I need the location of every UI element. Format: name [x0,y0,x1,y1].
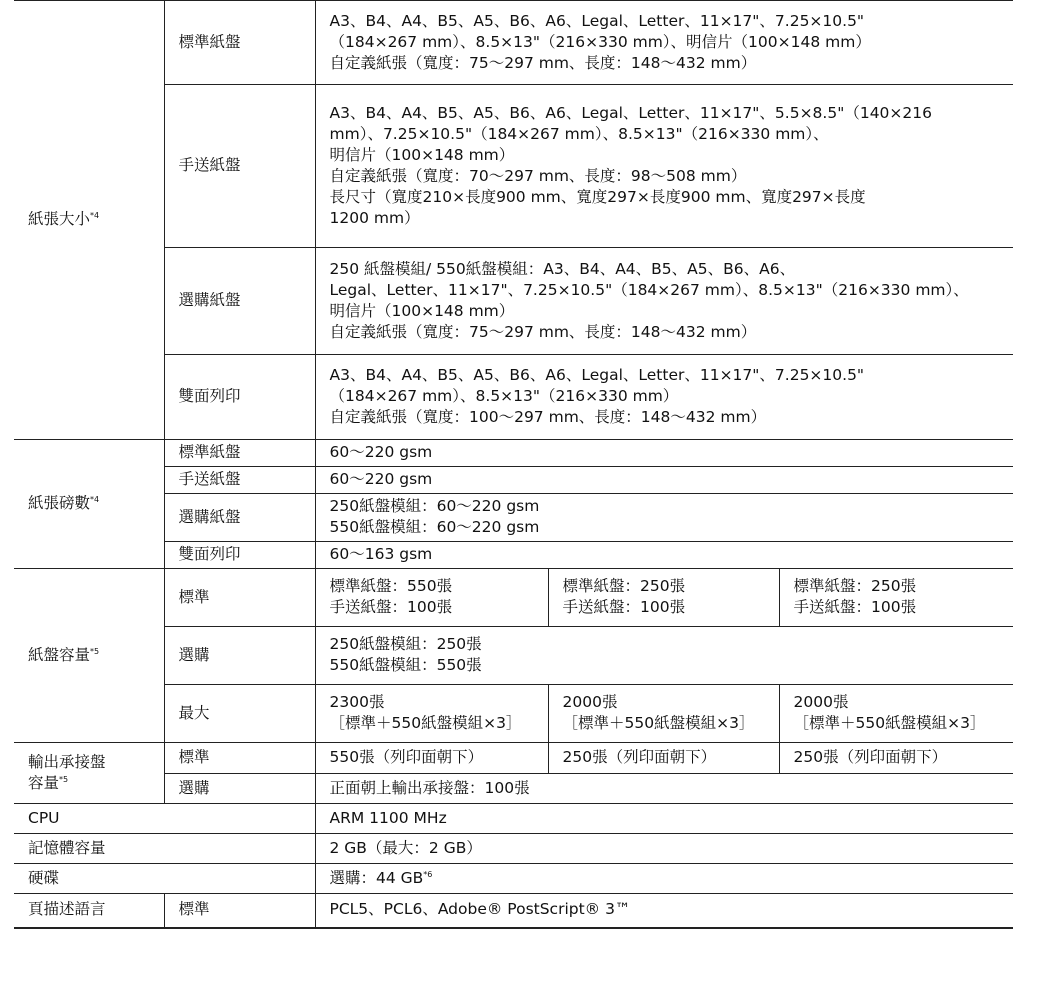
tray-capacity-optional-label: 選購 [164,627,315,685]
hdd-value-cell [315,864,1013,894]
row-output-capacity-standard [14,743,1013,774]
tray-capacity-note: *5 [90,646,100,656]
paper-size-duplex-label: 雙面列印 [164,355,315,440]
spec-table [14,0,1013,929]
text-line: 明信片（100×148 mm） [329,301,515,320]
row-tray-capacity-max [14,685,1013,743]
row-paper-size-standard [14,1,1013,85]
text-line: 自定義紙張（寬度：100～297 mm、長度：148～432 mm） [329,408,767,426]
row-paper-weight-duplex [14,542,1013,569]
tray-capacity-max-label: 最大 [164,685,315,743]
text-line: （184×267 mm）、8.5×13"（216×330 mm）、明信片（100×148 mm） [329,32,871,51]
paper-size-optional-label: 選購紙盤 [164,248,315,355]
text-line: 2000張 [793,693,849,711]
pdl-sublabel: 標準 [164,894,315,928]
text-line: Legal、Letter、11×17"、7.25×10.5"（184×267 mm）、8.5×13"（216×330 mm）、 [329,280,969,299]
text-line: A3、B4、A4、B5、A5、B6、A6、Legal、Letter、11×17"、7.25×10.5" [329,366,865,384]
text-line: 長尺寸（寬度210×長度900 mm、寬度297×長度900 mm、寬度297×長度 [329,187,866,206]
text-line: 自定義紙張（寬度：75～297 mm、長度：148～432 mm） [329,53,757,72]
hdd-label: 硬碟 [14,864,315,894]
tray-capacity-standard-col1 [315,569,548,627]
output-capacity-label-line1: 輸出承接盤 [28,752,106,771]
text-line: 250紙盤模組：250張 [329,635,482,653]
row-cpu [14,804,1013,834]
text-line: 標準紙盤：550張 [329,577,453,595]
row-paper-weight-bypass [14,467,1013,494]
output-capacity-optional-value: 正面朝上輸出承接盤：100張 [315,774,1013,804]
text-line: ［標準＋550紙盤模組×3］ [329,714,522,732]
paper-size-label-cell [14,1,164,440]
text-line: （184×267 mm）、8.5×13"（216×330 mm） [329,387,679,405]
row-paper-size-bypass [14,85,1013,248]
text-line: 1200 mm） [329,208,420,227]
paper-weight-optional-label: 選購紙盤 [164,494,315,542]
tray-capacity-optional-value [315,627,1013,685]
memory-label: 記憶體容量 [14,834,315,864]
text-line: 明信片（100×148 mm） [329,145,515,164]
tray-capacity-standard-label: 標準 [164,569,315,627]
row-paper-weight-standard [14,440,1013,467]
text-line: 手送紙盤：100張 [329,598,453,616]
cpu-label: CPU [14,804,315,834]
pdl-value: PCL5、PCL6、Adobe® PostScript® 3™ [315,894,1013,928]
output-capacity-standard-col1: 550張（列印面朝下） [315,743,548,774]
paper-weight-duplex-value: 60～163 gsm [315,542,1013,569]
text-line: A3、B4、A4、B5、A5、B6、A6、Legal、Letter、11×17"、5.5×8.5"（140×216 [329,103,932,122]
tray-capacity-standard-col3 [779,569,1013,627]
row-tray-capacity-optional [14,627,1013,685]
row-pdl [14,894,1013,928]
output-capacity-label-line2: 容量 [28,773,60,792]
pdl-label: 頁描述語言 [14,894,164,928]
output-capacity-standard-label: 標準 [164,743,315,774]
text-line: 2000張 [562,693,618,711]
row-paper-size-duplex [14,355,1013,440]
tray-capacity-label-cell [14,569,164,743]
text-line: 550紙盤模組：60～220 gsm [329,518,540,536]
text-line: 手送紙盤：100張 [793,598,917,616]
text-line: 550紙盤模組：550張 [329,656,482,674]
tray-capacity-standard-col2 [548,569,779,627]
text-line: 2300張 [329,693,385,711]
paper-size-label: 紙張大小 [28,210,91,228]
text-line: 標準紙盤：250張 [793,577,917,595]
paper-size-bypass-label: 手送紙盤 [164,85,315,248]
text-line: ［標準＋550紙盤模組×3］ [562,714,755,732]
paper-weight-bypass-label: 手送紙盤 [164,467,315,494]
tray-capacity-max-col2 [548,685,779,743]
paper-size-note: *4 [90,211,100,220]
text-line: 250紙盤模組：60～220 gsm [329,497,540,515]
paper-size-standard-value [315,1,1013,85]
text-line: 標準紙盤：250張 [562,577,686,595]
paper-size-duplex-value [315,355,1013,440]
text-line: 手送紙盤：100張 [562,598,686,616]
tray-capacity-max-col3 [779,685,1013,743]
text-line: 自定義紙張（寬度：75～297 mm、長度：148～432 mm） [329,322,757,341]
memory-value: 2 GB（最大：2 GB） [315,834,1013,864]
text-line: ［標準＋550紙盤模組×3］ [793,714,986,732]
output-capacity-label-cell [14,743,164,804]
text-line: 自定義紙張（寬度：70～297 mm、長度：98～508 mm） [329,166,747,185]
row-tray-capacity-standard [14,569,1013,627]
text-line: mm）、7.25×10.5"（184×267 mm）、8.5×13"（216×330 mm）、 [329,124,829,143]
output-capacity-standard-col3: 250張（列印面朝下） [779,743,1013,774]
row-paper-weight-optional [14,494,1013,542]
hdd-note: *6 [423,869,433,879]
paper-size-bypass-value [315,85,1013,248]
paper-weight-bypass-value: 60～220 gsm [315,467,1013,494]
paper-weight-standard-label: 標準紙盤 [164,440,315,467]
output-capacity-standard-col2: 250張（列印面朝下） [548,743,779,774]
paper-weight-label-cell [14,440,164,569]
row-paper-size-optional [14,248,1013,355]
text-line: A3、B4、A4、B5、A5、B6、A6、Legal、Letter、11×17"、7.25×10.5" [329,11,865,30]
hdd-value: 選購：44 GB [329,868,424,887]
paper-weight-optional-value [315,494,1013,542]
paper-size-optional-value [315,248,1013,355]
cpu-value: ARM 1100 MHz [315,804,1013,834]
text-line: 250 紙盤模組/ 550紙盤模組：A3、B4、A4、B5、A5、B6、A6、 [329,259,796,278]
tray-capacity-label: 紙盤容量 [28,645,91,664]
tray-capacity-max-col1 [315,685,548,743]
row-output-capacity-optional [14,774,1013,804]
output-capacity-note: *5 [59,774,69,784]
paper-weight-label: 紙張磅數 [28,494,91,512]
paper-size-standard-label: 標準紙盤 [164,1,315,85]
paper-weight-duplex-label: 雙面列印 [164,542,315,569]
row-hdd [14,864,1013,894]
paper-weight-note: *4 [90,495,100,504]
output-capacity-optional-label: 選購 [164,774,315,804]
paper-weight-standard-value: 60～220 gsm [315,440,1013,467]
row-memory [14,834,1013,864]
